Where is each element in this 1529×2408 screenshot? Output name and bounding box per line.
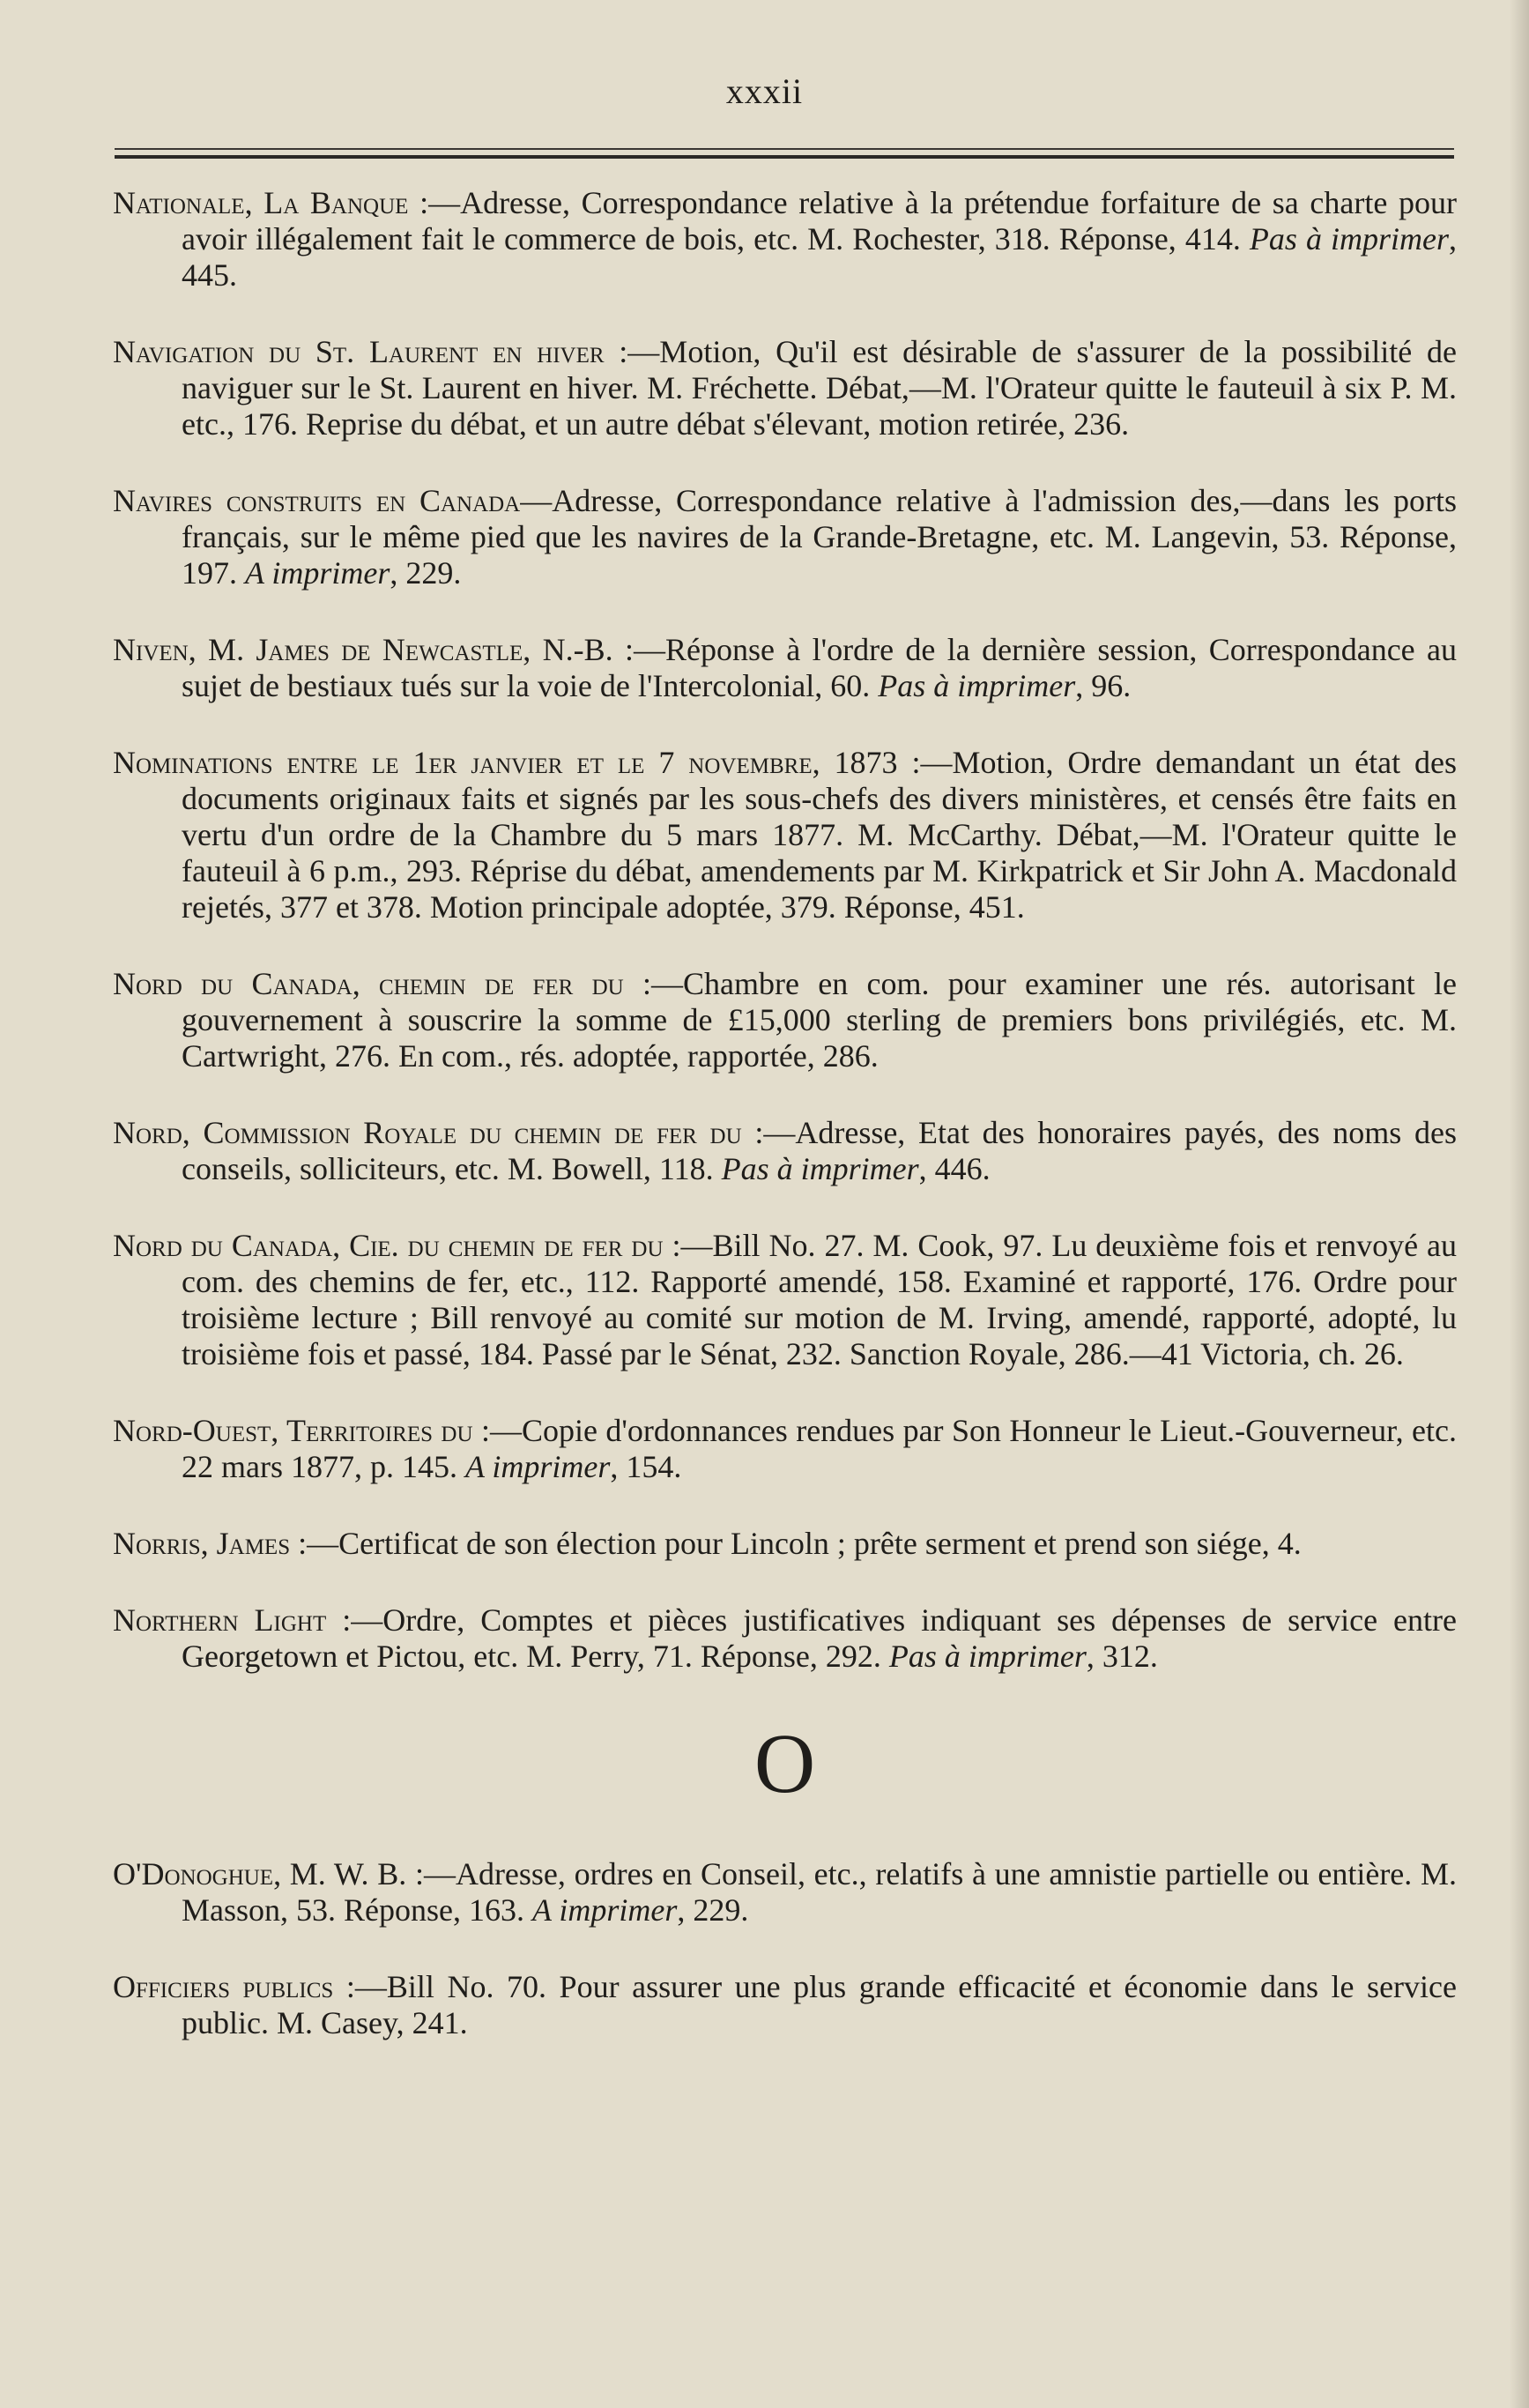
- entry-text-end: , 446.: [918, 1151, 991, 1186]
- index-entry: [113, 1856, 1457, 1929]
- page-number: xxxii: [725, 71, 804, 111]
- index-entry: [113, 1413, 1457, 1485]
- index-entry: [113, 966, 1457, 1074]
- entry-text: :—Motion, Qu'il est désirable de s'assurer de la possibilité de naviguer sur le St. Laurent en hiver. M. Fréchette. Débat,—M. l'Orateur quitte le fauteuil à six P. M. etc., 176. Reprise du débat, et un autre débat s'élevant, motion retirée, 236.: [182, 334, 1457, 442]
- entries-o: [113, 1856, 1457, 2041]
- entry-print-note: A imprimer: [532, 1892, 678, 1928]
- entry-heading: Nationale, La Banque: [113, 185, 409, 220]
- entry-text: :—Réponse à l'ordre de la dernière session, Correspondance au sujet de bestiaux tués sur la voie de l'Intercolonial, 60.: [182, 632, 1457, 703]
- entry-text: :—Motion, Ordre demandant un état des documents originaux faits et signés par les sous-chefs des divers ministères, et censés être faits en vertu d'un ordre de la Chambre du 5 mars 1877. M. McCarthy. Débat,—M. l'Orateur quitte le fauteuil à 6 p.m., 293. Réprise du débat, amendements par M. Kirkpatrick et Sir John A. Macdonald rejetés, 377 et 378. Motion principale adoptée, 379. Réponse, 451.: [182, 745, 1457, 925]
- index-entries: [113, 185, 1457, 2041]
- entry-text-end: , 312.: [1086, 1639, 1158, 1674]
- entry-text-end: , 96.: [1075, 668, 1132, 703]
- entry-heading: Navires construits en Canada: [113, 483, 521, 518]
- entry-print-note: Pas à imprimer: [1249, 221, 1449, 256]
- index-entry: [113, 185, 1457, 294]
- index-entry: [113, 1602, 1457, 1675]
- entry-print-note: Pas à imprimer: [878, 668, 1076, 703]
- entry-heading: Nord du Canada, chemin de fer du: [113, 966, 624, 1001]
- entry-text-end: , 445.: [182, 221, 1457, 293]
- page-edge-shadow: [1510, 0, 1529, 2408]
- entry-text: :—Chambre en com. pour examiner une rés. autorisant le gouvernement à souscrire la somme de £15,000 sterling de premiers bons privilégiés, etc. M. Cartwright, 276. En com., rés. adoptée, rapportée, 286.: [182, 966, 1457, 1074]
- entry-text: :—Bill No. 70. Pour assurer une plus grande efficacité et économie dans le service public. M. Casey, 241.: [182, 1969, 1457, 2040]
- entry-text: :—Certificat de son élection pour Lincoln ; prête serment et prend son siége, 4.: [290, 1526, 1302, 1561]
- index-entry: [113, 632, 1457, 704]
- entry-text: —Adresse, Correspondance relative à l'admission des,—dans les ports français, sur le même pied que les navires de la Grande-Bretagne, etc. M. Langevin, 53. Réponse, 197.: [182, 483, 1457, 591]
- index-entry: [113, 1228, 1457, 1372]
- entry-heading: Nominations entre le 1er janvier et le 7 novembre, 1873: [113, 745, 898, 780]
- entry-heading: Norris, James: [113, 1526, 291, 1561]
- entry-text: :—Ordre, Comptes et pièces justificatives indiquant ses dépenses de service entre Georgetown et Pictou, etc. M. Perry, 71. Réponse, 292.: [182, 1602, 1458, 1674]
- entry-text: :—Copie d'ordonnances rendues par Son Honneur le Lieut.-Gouverneur, etc. 22 mars 1877, p. 145.: [182, 1413, 1457, 1484]
- entry-heading: Navigation du St. Laurent en hiver: [113, 334, 605, 369]
- index-entry: [113, 1969, 1457, 2041]
- entry-print-note: A imprimer: [245, 555, 390, 591]
- entry-text-end: , 229.: [390, 555, 462, 591]
- entry-text-end: , 229.: [677, 1892, 749, 1928]
- index-entry: [113, 1115, 1457, 1187]
- entry-print-note: Pas à imprimer: [721, 1151, 919, 1186]
- index-entry: [113, 745, 1457, 925]
- entry-heading: Nord du Canada, Cie. du chemin de fer du: [113, 1228, 664, 1263]
- header-rule-thin: [115, 148, 1454, 150]
- index-entry: [113, 1526, 1457, 1562]
- section-letter: O: [753, 1716, 816, 1810]
- entry-text: :—Adresse, Correspondance relative à la prétendue forfaiture de sa charte pour avoir illégalement fait le commerce de bois, etc. M. Rochester, 318. Réponse, 414.: [182, 185, 1457, 256]
- index-entry: [113, 483, 1457, 591]
- entries-n: [113, 185, 1457, 1675]
- entry-text-end: , 154.: [610, 1449, 682, 1484]
- entry-heading: Niven, M. James de Newcastle, N.-B.: [113, 632, 613, 667]
- entry-print-note: Pas à imprimer: [888, 1639, 1087, 1674]
- entry-text: :—Adresse, Etat des honoraires payés, des noms des conseils, solliciteurs, etc. M. Bowell, 118.: [182, 1115, 1457, 1186]
- entry-heading: O'Donoghue, M. W. B.: [113, 1856, 407, 1891]
- entry-heading: Nord, Commission Royale du chemin de fer du: [113, 1115, 742, 1150]
- entry-heading: Northern Light: [113, 1602, 327, 1638]
- entry-text: :—Bill No. 27. M. Cook, 97. Lu deuxième fois et renvoyé au com. des chemins de fer, etc., 112. Rapporté amendé, 158. Examiné et rapporté, 176. Ordre pour troisième lecture ; Bill renvoyé au comité sur motion de M. Irving, amendé, rapporté, adopté, lu troisième fois et passé, 184. Passé par le Sénat, 232. Sanction Royale, 286.—41 Victoria, ch. 26.: [182, 1228, 1458, 1371]
- index-entry: [113, 334, 1457, 442]
- entry-text: :—Adresse, ordres en Conseil, etc., relatifs à une amnistie partielle ou entière. M. Masson, 53. Réponse, 163.: [182, 1856, 1457, 1928]
- entry-print-note: A imprimer: [464, 1449, 611, 1484]
- entry-heading: Nord-Ouest, Territoires du: [113, 1413, 473, 1448]
- header-rule-thick: [115, 155, 1454, 159]
- entry-heading: Officiers publics: [113, 1969, 334, 2004]
